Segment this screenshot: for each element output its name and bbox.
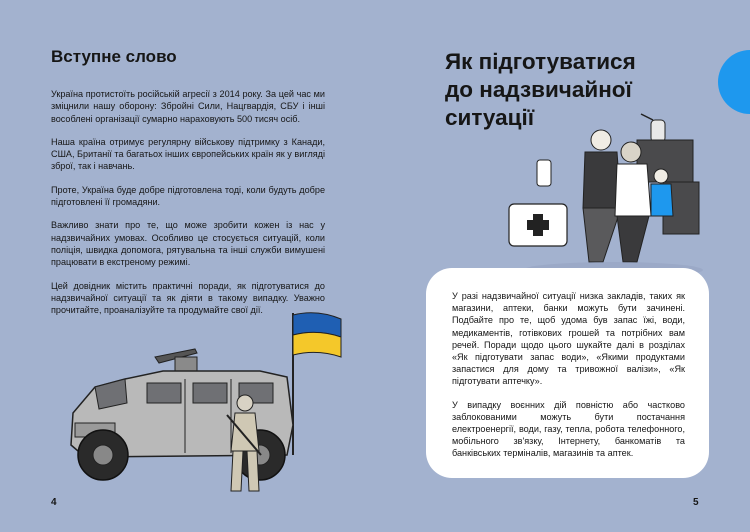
page-number: 5: [693, 497, 699, 508]
card-paragraph: У випадку воєнних дій повністю або частково заблокованими можуть бути постачання електроенергії, води, газу, тепла, робота телефонного, мобільного зв'язку, Інтернету, банкоматів та банківських терміналів, магазинів та аптек.: [452, 399, 685, 459]
info-card: [426, 268, 709, 478]
title-line: Як підготуватися: [445, 49, 636, 74]
card-text: [452, 290, 685, 471]
title-line: до надзвичайної: [445, 77, 632, 102]
section-title: Вступне слово: [51, 47, 177, 66]
card-paragraph: У разі надзвичайної ситуації низка закладів, таких як магазини, аптеки, банки можуть бути зачинені. Подбайте про те, щоб удома був запас їжі, води, медикаментів, готівкових грошей та потрібних вам речей. Поради щодо цього шукайте далі в розділах «Як підготувати запас води», «Якими продуктами запастися для дому та тривожної валізи», «Як підготувати аптечку».: [452, 291, 685, 387]
intro-paragraph: Україна протистоїть російській агресії з 2014 року. За цей час ми зміцнили нашу оборону: Збройні Сили, Нацгвардія, СБУ і інші вособлені організації сумарно нараховують 500 тисяч осіб.: [51, 89, 325, 124]
armored-vehicle-illustration: [55, 305, 355, 495]
intro-paragraph: Цей довідник містить практичні поради, як підготуватися до надзвичайної ситуації та як діяти в такому випадку. Уважно прочитайте, проаналізуйте та продумайте свої дії.: [51, 280, 325, 316]
page-number: 4: [51, 497, 57, 508]
right-page: [375, 0, 750, 532]
blue-tab-decoration: [718, 50, 750, 114]
title-line: ситуації: [445, 105, 535, 130]
intro-paragraph: Важливо знати про те, що може зробити кожен із нас у надзвичайних умовах. Особливо це стосується ситуацій, коли поліція, швидка допомога, рятувальна та інші служби вимушені працювати в екстреному режимі.: [51, 220, 325, 268]
family-supplies-illustration: [513, 112, 713, 282]
ukraine-flag-icon: [293, 313, 341, 455]
intro-text: [51, 88, 325, 327]
fire-extinguisher-icon: [641, 114, 665, 142]
intro-paragraph: Наша країна отримує регулярну військову підтримку з Канади, США, Британії та багатьох інших європейських країн як у вигляді зброї, так і навчань.: [51, 136, 325, 172]
intro-paragraph: Проте, Україна буде добре підготовлена тоді, коли будуть добре підготовлені її громадяни.: [51, 184, 325, 208]
first-aid-kit-icon: [509, 204, 567, 246]
